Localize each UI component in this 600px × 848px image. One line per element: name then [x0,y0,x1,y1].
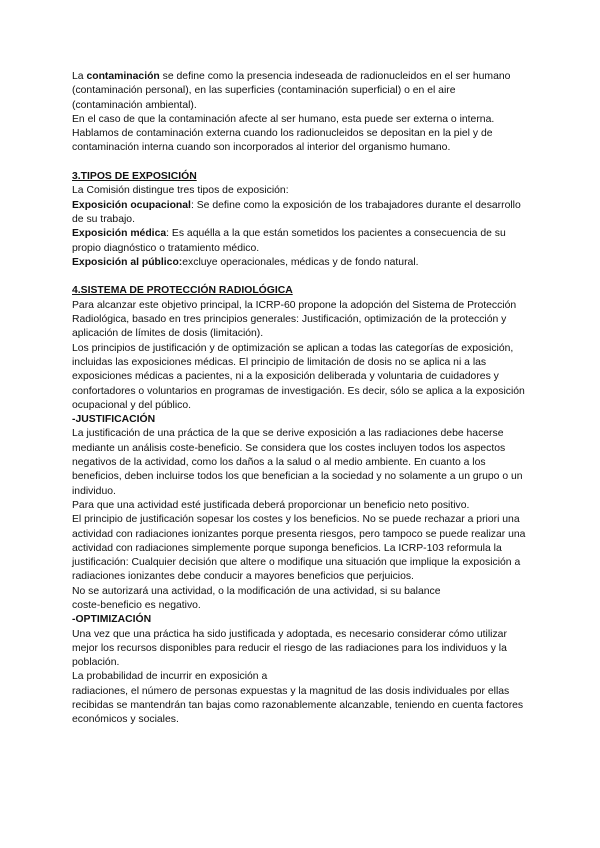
bold-term: Exposición al público: [72,256,183,268]
optimization-paragraph-1: Una vez que una práctica ha sido justificada y adoptada, es necesario considerar cómo utilizar mejor los recursos disponibles para reducir el riesgo de las radiaciones para los individuos y la población. [72,628,507,669]
justification-paragraph-4b: coste-beneficio es negativo. [72,599,201,611]
bold-term: Exposición ocupacional [72,199,191,211]
text-span: : Es aquélla a la que están sometidos los pacientes a consecuencia de su propio diagnóstico o tratamiento médico. [72,228,506,254]
section-3-heading: 3.TIPOS DE EXPOSICIÓN [72,171,197,183]
spacer [72,270,528,284]
section-4-paragraph-2: Los principios de justificación y de optimización se aplican a todas las categorías de exposición, incluidas las exposiciones médicas. El principio de limitación de dosis no se aplica ni a las exposiciones médicas a pacientes, ni a la exposición deliberada y voluntaria de cuidadores y confortadores o voluntarios en programas de investigación. Es decir, sólo se aplica a la exposición ocupacional y del público. [72,342,525,411]
section-4-paragraph-1: Para alcanzar este objetivo principal, la ICRP-60 propone la adopción del Sistema de Protección Radiológica, basado en tres principios generales: Justificación, optimización de la protección y aplicación de límites de dosis (limitación). [72,299,517,340]
optimization-paragraph-2a: La probabilidad de incurrir en exposición a [72,671,268,683]
justification-paragraph-4a: No se autorizará una actividad, o la modificación de una actividad, si su balance [72,585,441,597]
text-span: se define como la presencia indeseada de radionucleidos en el ser humano (contaminación personal), en las superficies (contaminación superficial) o en el aire (contaminación ambiental). [72,71,511,111]
intro-paragraph-1 [72,70,528,113]
optimization-heading: -OPTIMIZACIÓN [72,614,152,626]
section-4-heading: 4.SISTEMA DE PROTECCIÓN RADIOLÓGICA [72,285,293,297]
justification-heading: -JUSTIFICACIÓN [72,414,156,426]
text-span: La [72,71,87,82]
optimization-paragraph-2b: radiaciones, el número de personas expuestas y la magnitud de las dosis individuales por ellas recibidas se mantendrán tan bajas como razonablemente alcanzable, teniendo en cuenta factores económicos y sociales. [72,685,524,726]
bold-term: contaminación [86,71,160,82]
text-span: : Se define como la exposición de los trabajadores durante el desarrollo de su trabajo. [72,199,521,225]
text-span: excluye operacionales, médicas y de fondo natural. [182,256,419,268]
exposure-type-medical [72,227,528,256]
exposure-type-occupational [72,199,528,228]
intro-paragraph-2: En el caso de que la contaminación afecte al ser humano, esta puede ser externa o interna. [72,113,495,125]
justification-paragraph-2: Para que una actividad esté justificada deberá proporcionar un beneficio neto positivo. [72,499,470,511]
spacer [72,156,528,170]
bold-term: Exposición médica [72,228,167,240]
justification-paragraph-3: El principio de justificación sopesar los costes y los beneficios. No se puede rechazar a priori una actividad con radiaciones ionizantes porque presenta riesgos, pero tampoco se puede realizar una actividad con radiaciones simplemente porque suponga beneficios. La ICRP-103 reformula la justificación: Cualquier decisión que altere o modifique una situación que implique la exposición a radiaciones ionizantes debe conducir a mayores beneficios que perjuicios. [72,514,526,583]
justification-paragraph-1: La justificación de una práctica de la que se derive exposición a las radiaciones debe hacerse mediante un análisis coste-beneficio. Se considera que los costes incluyen todos los aspectos negativos de la actividad, como los daños a la salud o al medio ambiente. En cuanto a los beneficios, deben incluirse todos los que benefician a la sociedad y no solamente a un grupo o un individuo. [72,428,523,497]
exposure-type-public [72,256,528,270]
intro-paragraph-3: Hablamos de contaminación externa cuando los radionucleidos se depositan en la piel y de contaminación interna cuando son incorporados al interior del organismo humano. [72,128,493,154]
section-3-lead: La Comisión distingue tres tipos de exposición: [72,185,289,197]
